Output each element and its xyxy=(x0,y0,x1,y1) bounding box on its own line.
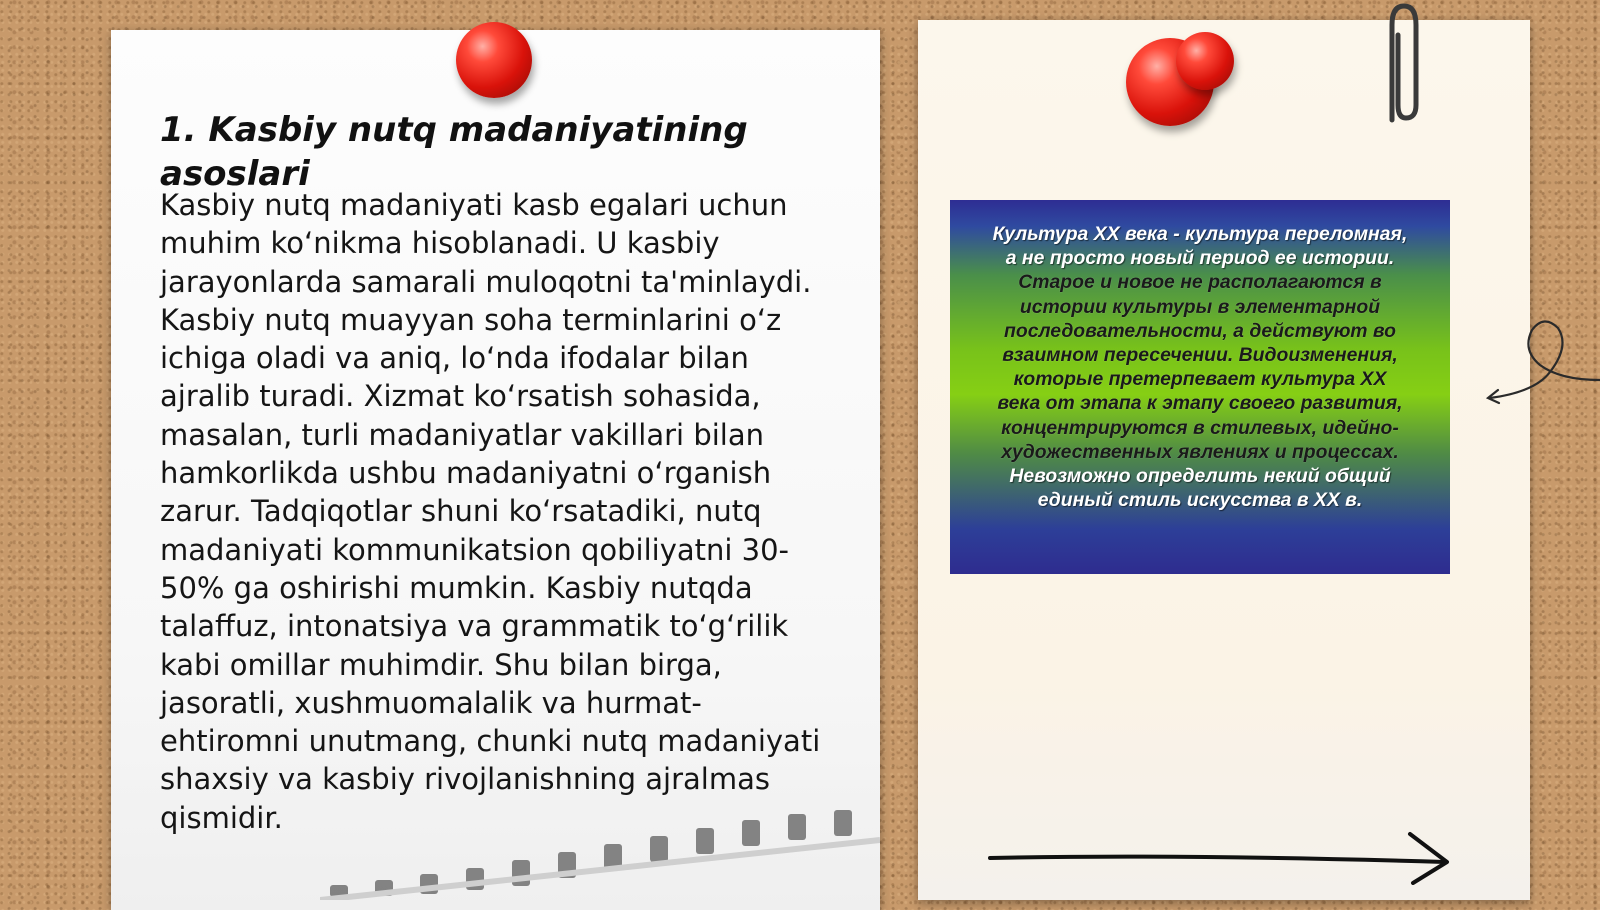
quote-line: концентрируются в стилевых, идейно- xyxy=(1001,416,1399,439)
quote-line: последовательности, а действуют во xyxy=(1004,319,1396,342)
quote-line: Культура XX века - культура переломная, xyxy=(992,223,1408,245)
quote-line: единый стиль искусства в XX в. xyxy=(1037,489,1363,512)
push-pin-icon xyxy=(456,22,532,98)
quote-line: Невозможно определить некий общий xyxy=(1009,465,1391,488)
quote-line: Старое и новое не располагаются в xyxy=(1018,271,1382,294)
quote-line: взаимном пересечении. Видоизменения, xyxy=(1002,344,1398,367)
quote-panel xyxy=(950,200,1450,574)
card-body-text: Kasbiy nutq madaniyati kasb egalari uchun muhim ko‘nikma hisoblanadi. U kasbiy jarayonlarda samarali muloqotni ta'minlaydi. Kasbiy nutq muayyan soha terminlarini o‘z ichiga oladi va aniq, lo‘nda ifodalar bilan ajralib turadi. Xizmat ko‘rsatish sohasida, masalan, turli madaniyatlar vakillari bilan hamkorlikda ushbu madaniyatni o‘rganish zarur. Tadqiqotlar shuni ko‘rsatadiki, nutq madaniyati kommunikatsion qobiliyatni 30-50% ga oshirishi mumkin. Kasbiy nutqda talaffuz, intonatsiya va grammatik to‘g‘rilik kabi omillar muhimdir. Shu bilan birga, jasoratli, xushmuomalalik va hurmat-ehtiromni unutmang, chunki nutq madaniyati shaxsiy va kasbiy rivojlanishning ajralmas qismidir. xyxy=(160,188,821,835)
quote-line: а не просто новый период ее истории. xyxy=(1005,247,1395,270)
paperclip-icon xyxy=(1370,0,1430,130)
quote-line: которые претерпевает культура XX xyxy=(1013,368,1387,391)
quote-line: века от этапа к этапу своего развития, xyxy=(997,392,1403,415)
quote-text xyxy=(958,222,1442,512)
squiggle-arrow-icon xyxy=(1480,310,1600,410)
quote-line: истории культуры в элементарной xyxy=(1019,295,1381,318)
right-arrow-icon xyxy=(985,830,1455,885)
push-pin-icon xyxy=(1176,32,1234,90)
card-heading: 1. Kasbiy nutq madaniyatining asoslari xyxy=(160,110,748,194)
quote-line: художественных явлениях и процессах. xyxy=(1001,440,1399,463)
